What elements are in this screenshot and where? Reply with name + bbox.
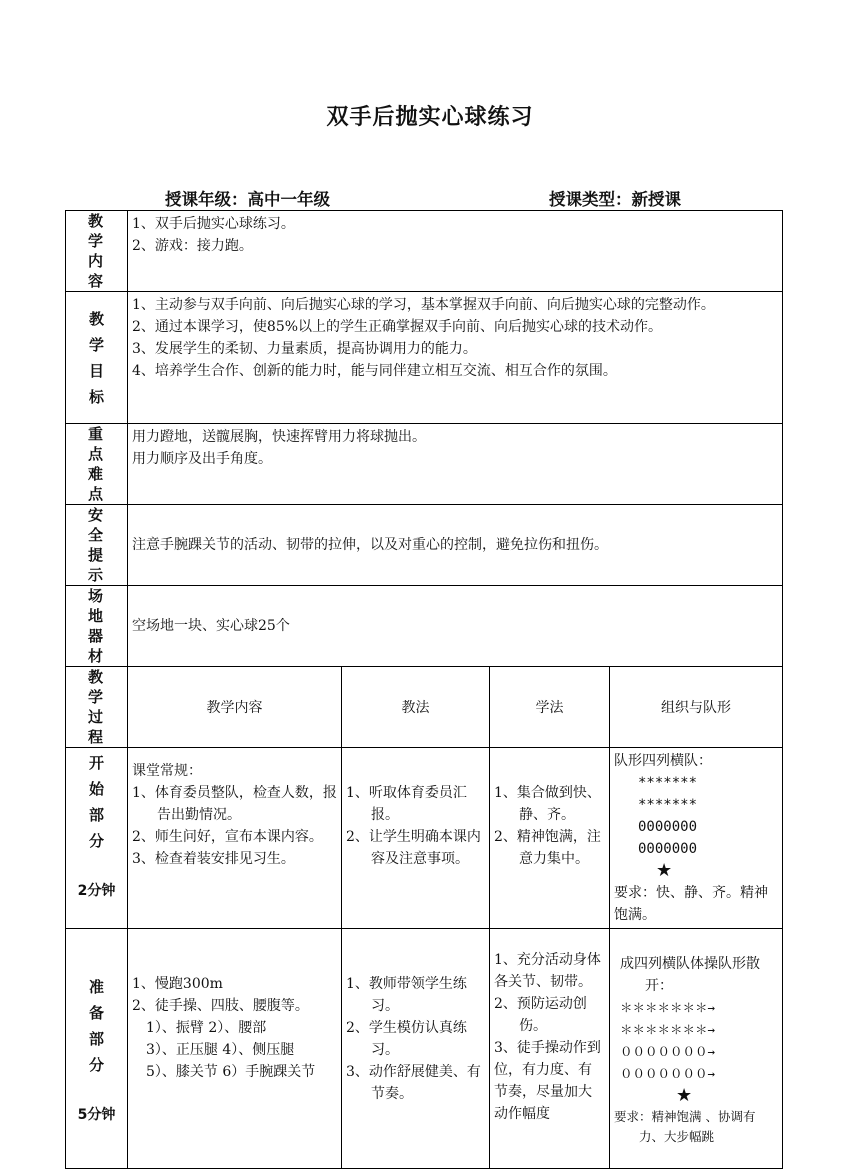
key-points-row <box>66 424 783 505</box>
prep-section-row <box>66 929 783 1169</box>
safety-label: 安 全 提 示 <box>66 505 128 586</box>
prep-duration: 5分钟 <box>77 1106 116 1123</box>
goals-label: 教 学 目 标 <box>66 292 128 424</box>
start-content: 课堂常规： 1、体育委员整队，检查人数，报告出勤情况。 2、师生问好，宣布本课内容。 3、检查着装安排见习生。 <box>128 748 342 929</box>
header-study: 学法 <box>490 667 610 748</box>
header-content: 教学内容 <box>128 667 342 748</box>
venue-row <box>66 586 783 667</box>
formation-row: ０００００００→ <box>620 1066 716 1081</box>
formation-row: 0000000 <box>638 819 698 835</box>
start-duration: 2分钟 <box>77 883 116 899</box>
formation-row: ＊＊＊＊＊＊＊→ <box>620 1022 716 1037</box>
goal-item: 3、发展学生的柔韧、力量素质，提高协调用力的能力。 <box>132 341 477 357</box>
process-header-row <box>66 667 783 748</box>
formation-row: ******* <box>638 797 698 813</box>
prep-requirement: 要求：精神饱满 、协调有力、大步幅跳 <box>614 1109 756 1144</box>
venue-text: 空场地一块、实心球25个 <box>128 586 783 667</box>
formation-row: 0000000 <box>638 841 698 857</box>
goal-item: 1、主动参与双手向前、向后抛实心球的学习，基本掌握双手向前、向后抛实心球的完整动作。 <box>132 297 715 313</box>
formation-row: ＊＊＊＊＊＊＊→ <box>620 1000 716 1015</box>
content-row <box>66 211 783 292</box>
document-title: 双手后抛实心球练习 <box>326 105 534 130</box>
teacher-star-icon: ★ <box>676 1085 693 1106</box>
safety-row <box>66 505 783 586</box>
header-method: 教法 <box>342 667 490 748</box>
prep-method: 1、教师带领学生练习。 2、学生模仿认真练习。 3、动作舒展健美、有节奏。 <box>342 929 490 1169</box>
lesson-type-label: 授课类型：新授课 <box>549 190 681 209</box>
venue-label: 场 地 器 材 <box>66 586 128 667</box>
prep-section-label: 准 备 部 分 5分钟 <box>66 929 128 1169</box>
start-section-row <box>66 748 783 929</box>
teacher-star-icon: ★ <box>656 860 673 881</box>
start-study: 1、集合做到快、静、齐。 2、精神饱满，注意力集中。 <box>490 748 610 929</box>
content-items <box>128 211 783 292</box>
goals-row <box>66 292 783 424</box>
header-organization: 组织与队形 <box>610 667 783 748</box>
grade-label: 授课年级：高中一年级 <box>165 190 330 209</box>
prep-study: 1、充分活动身体各关节、韧带。 2、预防运动创伤。 3、徒手操动作到位，有力度、有节奏，尽量加大动作幅度 <box>490 929 610 1169</box>
key-points-items <box>128 424 783 505</box>
goal-item: 2、通过本课学习，使85%以上的学生正确掌握双手向前、向后抛实心球的技术动作。 <box>132 319 663 335</box>
content-item: 2、游戏：接力跑。 <box>132 238 253 254</box>
start-method: 1、听取体育委员汇报。 2、让学生明确本课内容及注意事项。 <box>342 748 490 929</box>
formation-row: ******* <box>638 775 698 791</box>
prep-organization: 成四列横队体操队形散开： ＊＊＊＊＊＊＊→ ＊＊＊＊＊＊＊→ ０００００００→ ０００００００→ ★ 要求：精神饱满 、协调有力、大步幅跳 <box>610 929 783 1169</box>
formation-row: ０００００００→ <box>620 1044 716 1059</box>
prep-content: 1、慢跑300m 2、徒手操、四肢、腰腹等。 1）、振臂 2）、腰部 3）、正压腿 4）、侧压腿 5）、膝关节 6）手腕踝关节 <box>128 929 342 1169</box>
content-label: 教 学 内 容 <box>66 211 128 292</box>
lesson-plan-table <box>65 210 783 1169</box>
process-label: 教 学 过 程 <box>66 667 128 748</box>
goals-items <box>128 292 783 424</box>
key-point-item: 用力蹬地，送髋展胸，快速挥臂用力将球抛出。 <box>132 429 426 445</box>
key-points-label: 重 点 难 点 <box>66 424 128 505</box>
key-point-item: 用力顺序及出手角度。 <box>132 451 272 467</box>
goal-item: 4、培养学生合作、创新的能力时，能与同伴建立相互交流、相互合作的氛围。 <box>132 363 617 379</box>
content-item: 1、双手后抛实心球练习。 <box>132 216 295 232</box>
start-requirement: 要求：快、静、齐。精神饱满。 <box>614 885 768 923</box>
start-section-label: 开 始 部 分 2分钟 <box>66 748 128 929</box>
start-organization: 队形四列横队： ******* ******* 0000000 0000000 ★ 要求：快、静、齐。精神饱满。 <box>610 748 783 929</box>
safety-text: 注意手腕踝关节的活动、韧带的拉伸，以及对重心的控制，避免拉伤和扭伤。 <box>128 505 783 586</box>
